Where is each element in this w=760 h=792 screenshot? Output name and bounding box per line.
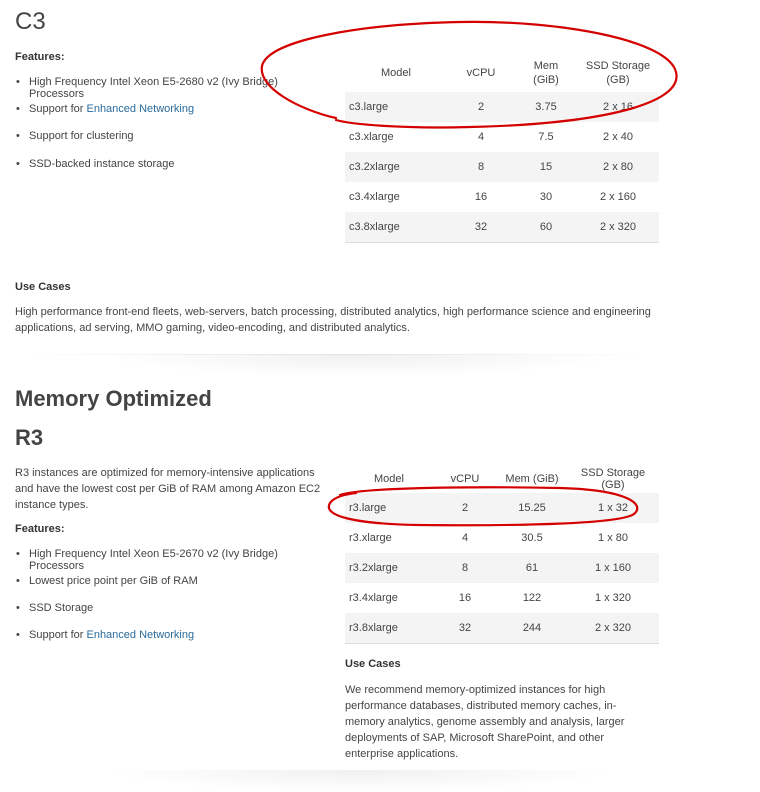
- c3-feature-item: • Support for clustering: [15, 130, 335, 158]
- table-cell: 1 x 80: [598, 532, 628, 544]
- table-cell: c3.8xlarge: [345, 212, 447, 243]
- table-cell: 1 x 32: [567, 493, 659, 523]
- table-cell: 8: [433, 553, 497, 583]
- r3-heading: R3: [15, 425, 44, 450]
- table-cell: 16: [474, 191, 488, 203]
- column-header: Mem (GiB): [505, 473, 559, 485]
- column-header: SSD Storage (GB): [585, 60, 651, 86]
- c3-features-label: Features:: [15, 51, 65, 63]
- section-divider-shadow: [100, 355, 620, 377]
- table-row: [345, 122, 659, 152]
- table-cell: 122: [522, 592, 542, 604]
- table-row: [345, 493, 659, 523]
- column-header: vCPU: [466, 67, 496, 79]
- column-header: vCPU: [450, 473, 480, 485]
- table-cell: 7.5: [538, 131, 554, 143]
- r3-use-cases-label: Use Cases: [345, 658, 401, 670]
- table-row: [345, 92, 659, 122]
- table-cell: 61: [497, 553, 567, 583]
- table-cell: 2: [447, 92, 515, 122]
- table-cell: c3.large: [345, 92, 447, 122]
- table-cell: r3.4xlarge: [349, 592, 398, 604]
- r3-feature-item: • SSD Storage: [15, 602, 335, 629]
- c3-feature-item: • Support for Enhanced Networking: [15, 103, 335, 130]
- table-cell: 2 x 320: [567, 613, 659, 644]
- table-row: [345, 182, 659, 212]
- table-cell: 3.75: [515, 92, 577, 122]
- table-cell: c3.xlarge: [349, 131, 394, 143]
- table-cell: 15.25: [497, 493, 567, 523]
- r3-feature-item: • Lowest price point per GiB of RAM: [15, 575, 335, 602]
- table-cell: 2 x 16: [577, 92, 659, 122]
- table-cell: r3.2xlarge: [345, 553, 433, 583]
- column-header: Model: [374, 473, 404, 485]
- table-cell: r3.8xlarge: [345, 613, 433, 644]
- c3-feature-item: • SSD-backed instance storage: [15, 158, 335, 185]
- c3-feature-item: • High Frequency Intel Xeon E5-2680 v2 (Ivy Bridge) Processors: [15, 76, 335, 103]
- table-row: [345, 523, 659, 553]
- c3-features-list: [15, 76, 335, 185]
- column-header: SSD Storage (GB): [580, 467, 646, 491]
- r3-features-label: Features:: [15, 523, 65, 535]
- table-cell: 4: [461, 532, 469, 544]
- table-cell: r3.large: [345, 493, 433, 523]
- table-cell: 8: [447, 152, 515, 182]
- r3-description: R3 instances are optimized for memory-intensive applications and have the lowest cost per GiB of RAM among Amazon EC2 instance types.: [15, 467, 321, 511]
- table-cell: 16: [458, 592, 472, 604]
- table-row: [345, 613, 659, 644]
- memory-optimized-heading: Memory Optimized: [15, 386, 212, 411]
- table-cell: 244: [497, 613, 567, 644]
- c3-use-cases-text: High performance front-end fleets, web-servers, batch processing, distributed analytics, high performance science and engineering applications, ad serving, MMO gaming, video-encoding, and distributed analytics.: [15, 306, 651, 334]
- table-cell: c3.2xlarge: [345, 152, 447, 182]
- table-row: [345, 553, 659, 583]
- c3-use-cases-label: Use Cases: [15, 281, 71, 293]
- table-row: [345, 152, 659, 182]
- table-cell: 30: [539, 191, 553, 203]
- column-header: Model: [381, 67, 411, 79]
- table-cell: 60: [515, 212, 577, 243]
- enhanced-networking-link[interactable]: Enhanced Networking: [86, 103, 195, 115]
- table-cell: 30.5: [521, 532, 543, 544]
- table-cell: 4: [477, 131, 485, 143]
- r3-instance-table: [345, 465, 659, 644]
- enhanced-networking-link[interactable]: Enhanced Networking: [86, 629, 195, 641]
- table-cell: 32: [433, 613, 497, 644]
- table-cell: 2 x 320: [577, 212, 659, 243]
- r3-feature-item: • Support for Enhanced Networking: [15, 629, 335, 656]
- table-cell: r3.xlarge: [349, 532, 392, 544]
- table-row: [345, 212, 659, 243]
- table-cell: 15: [515, 152, 577, 182]
- c3-instance-table: [345, 54, 659, 243]
- c3-heading: C3: [15, 8, 46, 35]
- table-cell: 2 x 160: [599, 191, 637, 203]
- table-cell: 32: [447, 212, 515, 243]
- table-cell: 2: [433, 493, 497, 523]
- table-cell: c3.4xlarge: [349, 191, 400, 203]
- section-bottom-shadow: [100, 770, 620, 792]
- table-cell: 2 x 80: [577, 152, 659, 182]
- r3-feature-item: • High Frequency Intel Xeon E5-2670 v2 (Ivy Bridge) Processors: [15, 548, 335, 575]
- table-cell: 1 x 320: [594, 592, 632, 604]
- table-cell: 1 x 160: [567, 553, 659, 583]
- table-cell: 2 x 40: [603, 131, 633, 143]
- r3-use-cases-text: We recommend memory-optimized instances for high performance databases, distributed memory caches, in-memory analytics, genome assembly and analysis, larger deployments of SAP, Microsoft SharePoint, and other enterprise applications.: [345, 684, 625, 760]
- table-row: [345, 583, 659, 613]
- column-header: Mem (GiB): [533, 60, 559, 86]
- r3-features-list: [15, 548, 335, 656]
